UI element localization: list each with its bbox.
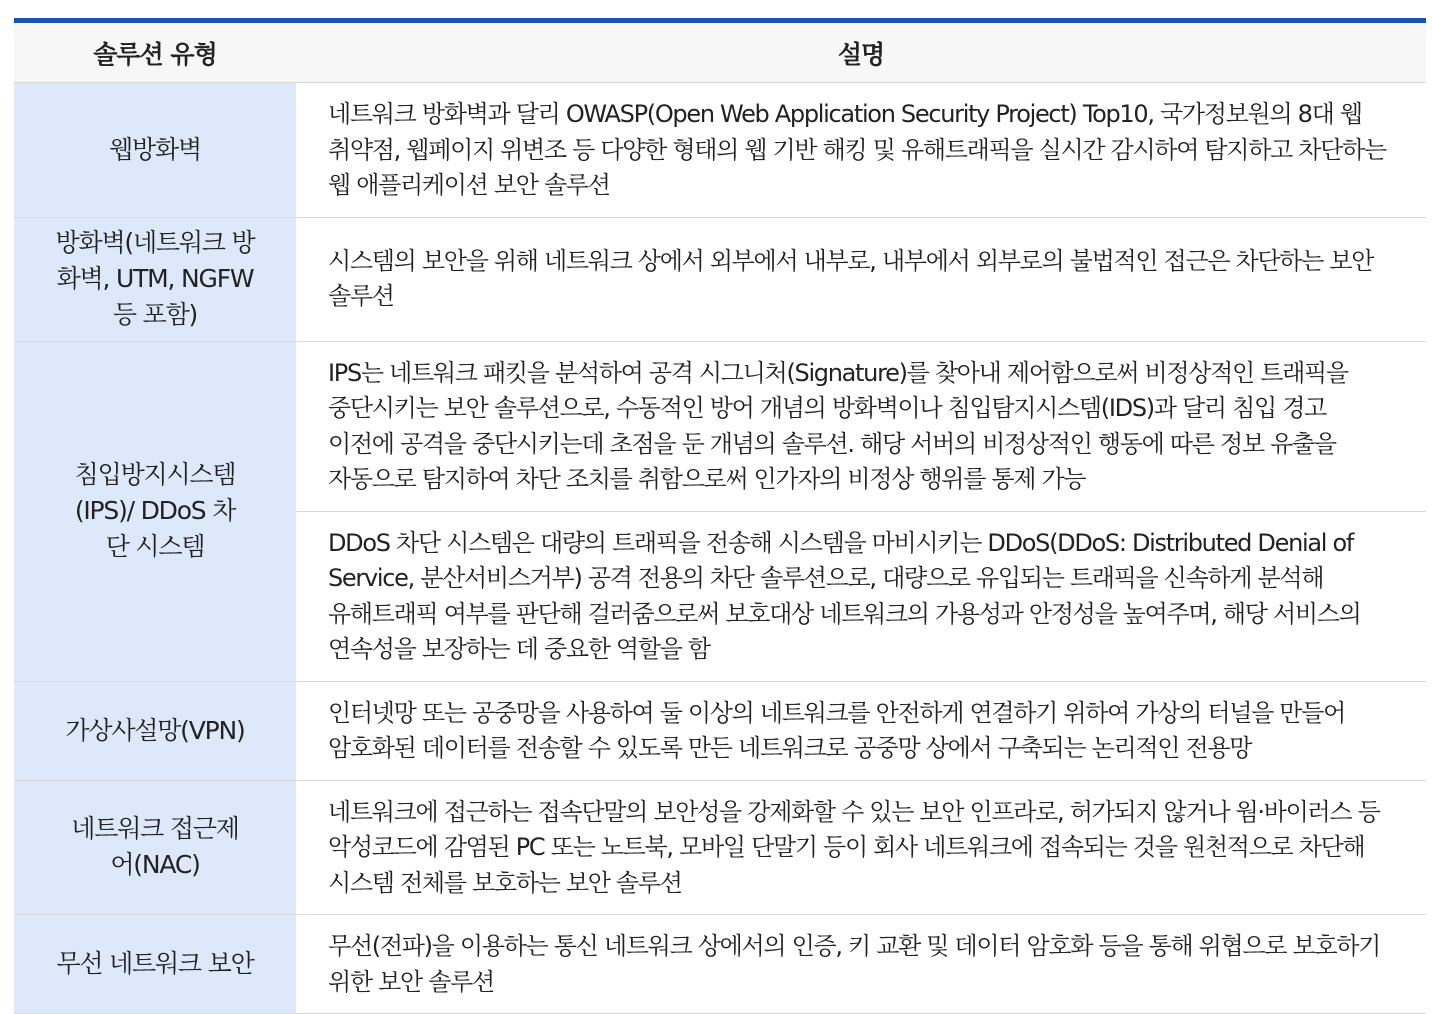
- table-row: [14, 217, 1426, 341]
- row-description: IPS는 네트워크 패킷을 분석하여 공격 시그니처(Signature)를 찾아내 제어함으로써 비정상적인 트래픽을 중단시키는 보안 솔루션으로, 수동적인 방어 개념의 방화벽이나 침입탐지시스템(IDS)과 달리 침입 경고 이전에 공격을 중단시키는데 초점을 둔 개념의 솔루션. 해당 서버의 비정상적인 행동에 따른 정보 유출을 자동으로 탐지하여 차단 조치를 취함으로써 인가자의 비정상 행위를 통제 가능: [296, 341, 1426, 511]
- security-solution-table: [14, 18, 1426, 1014]
- row-description: 인터넷망 또는 공중망을 사용하여 둘 이상의 네트워크를 안전하게 연결하기 위하여 가상의 터널을 만들어 암호화된 데이터를 전송할 수 있도록 만든 네트워크로 공중망 상에서 구축되는 논리적인 전용망: [296, 681, 1426, 780]
- row-category: 웹방화벽: [14, 83, 296, 218]
- table-row: [14, 780, 1426, 915]
- row-description: DDoS 차단 시스템은 대량의 트래픽을 전송해 시스템을 마비시키는 DDoS(DDoS: Distributed Denial of Service, 분산서비스거부) 공격 전용의 차단 솔루션으로, 대량으로 유입되는 트래픽을 신속하게 분석해 유해트래픽 여부를 판단해 걸러줌으로써 보호대상 네트워크의 가용성과 안정성을 높여주며, 해당 서비스의 연속성을 보장하는 데 중요한 역할을 함: [296, 511, 1426, 681]
- row-description: 무선(전파)을 이용하는 통신 네트워크 상에서의 인증, 키 교환 및 데이터 암호화 등을 통해 위협으로 보호하기 위한 보안 솔루션: [296, 915, 1426, 1014]
- row-description: 네트워크에 접근하는 접속단말의 보안성을 강제화할 수 있는 보안 인프라로, 허가되지 않거나 웜·바이러스 등 악성코드에 감염된 PC 또는 노트북, 모바일 단말기 등이 회사 네트워크에 접속되는 것을 원천적으로 차단해 시스템 전체를 보호하는 보안 솔루션: [296, 780, 1426, 915]
- table-row: [14, 681, 1426, 780]
- solution-table-container: [14, 18, 1426, 1014]
- row-category: 침입방지시스템(IPS)/ DDoS 차단 시스템: [14, 341, 296, 681]
- table-row: [14, 341, 1426, 511]
- row-description: 네트워크 방화벽과 달리 OWASP(Open Web Application Security Project) Top10, 국가정보원의 8대 웹 취약점, 웹페이지 위변조 등 다양한 형태의 웹 기반 해킹 및 유해트래픽을 실시간 감시하여 탐지하고 차단하는 웹 애플리케이션 보안 솔루션: [296, 83, 1426, 218]
- row-category: 무선 네트워크 보안: [14, 915, 296, 1014]
- row-category: 방화벽(네트워크 방화벽, UTM, NGFW 등 포함): [14, 217, 296, 341]
- table-row: [14, 83, 1426, 218]
- row-category: 가상사설망(VPN): [14, 681, 296, 780]
- table-header-row: [14, 21, 1426, 83]
- header-solution-type: 솔루션 유형: [14, 21, 296, 83]
- row-description: 시스템의 보안을 위해 네트워크 상에서 외부에서 내부로, 내부에서 외부로의 불법적인 접근은 차단하는 보안 솔루션: [296, 217, 1426, 341]
- header-description: 설명: [296, 21, 1426, 83]
- table-row: [14, 915, 1426, 1014]
- row-category: 네트워크 접근제어(NAC): [14, 780, 296, 915]
